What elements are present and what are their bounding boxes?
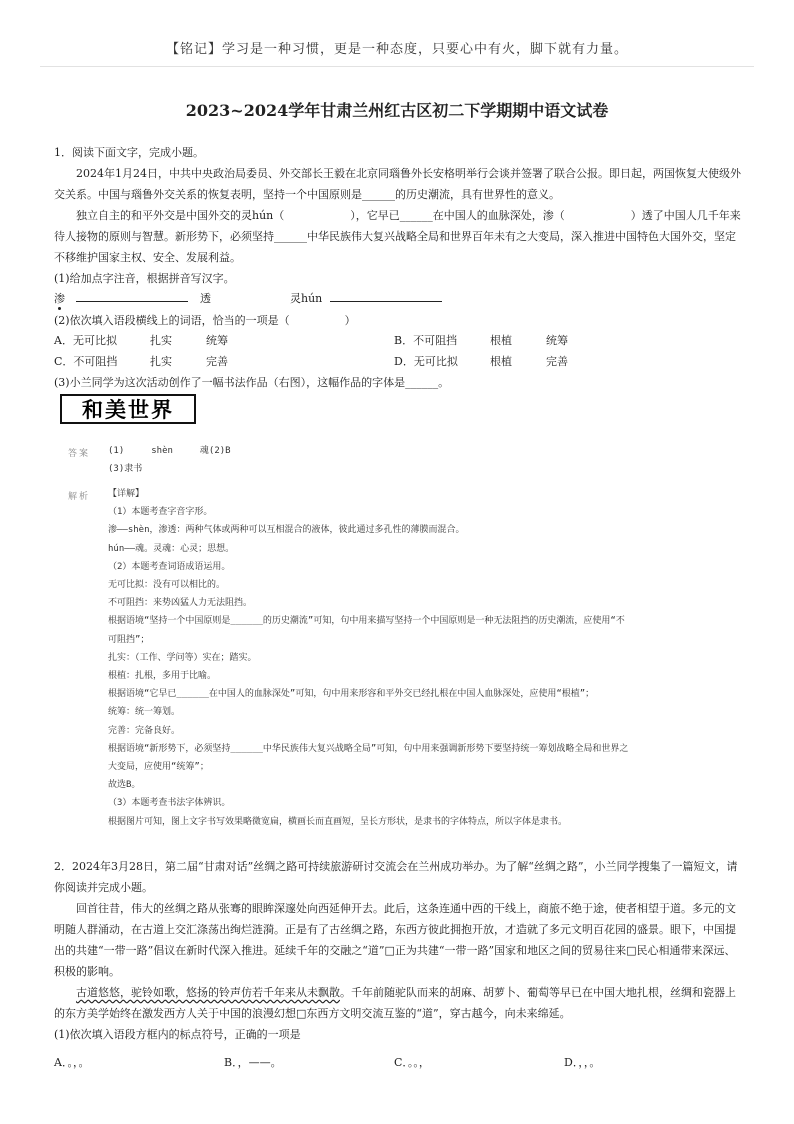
q1-option-d[interactable]: D．无可比拟 bbox=[394, 355, 458, 368]
pinyin-item-1: 渗 bbox=[54, 292, 65, 305]
q1-sub3: (3)小兰同学为这次活动创作了一幅书法作品（右图），这幅作品的字体是______。 bbox=[54, 376, 450, 389]
q2-option-d[interactable]: D．，，。 bbox=[564, 1056, 601, 1069]
q2-text bbox=[54, 856, 744, 1045]
analysis-line: 不可阻挡：来势凶猛人力无法阻挡。 bbox=[108, 598, 253, 609]
q1-option-a-word3: 统筹 bbox=[206, 334, 228, 347]
q1-option-b[interactable]: B．不可阻挡 bbox=[394, 334, 458, 347]
header-motto: 【铭记】学习是一种习惯，更是一种态度，只要心中有火，脚下就有力量。 bbox=[165, 42, 628, 57]
analysis-line: 大变局，应使用“统筹”； bbox=[108, 762, 209, 773]
q2-para2-wavy: 古道悠悠，驼铃如歌，悠扬的铃声仿若千年来从未飘散 bbox=[76, 986, 340, 999]
analysis-line: 渗——shèn，渗透：两种气体或两种可以互相混合的液体，彼此通过多孔性的薄膜而混合。 bbox=[108, 525, 465, 536]
q1-sub1: (1)给加点字注音，根据拼音写汉字。 bbox=[54, 272, 235, 285]
analysis-line: （2）本题考查词语成语运用。 bbox=[108, 561, 231, 572]
analysis-line: 可阻挡”； bbox=[108, 634, 150, 645]
analysis-line: 无可比拟：没有可以相比的。 bbox=[108, 580, 226, 591]
analysis-block bbox=[108, 485, 728, 831]
analysis-line: （1）本题考查字音字形。 bbox=[108, 507, 213, 518]
answer-line: (3)隶书 bbox=[108, 464, 143, 475]
analysis-label: 解析 bbox=[68, 492, 91, 502]
answer-label: 答案 bbox=[68, 449, 91, 459]
q1-intro: 1．阅读下面文字，完成小题。 bbox=[54, 146, 204, 159]
q1-option-c-word3: 完善 bbox=[206, 355, 228, 368]
header-divider bbox=[40, 66, 754, 67]
q2-sub1: (1)依次填入语段方框内的标点符号，正确的一项是 bbox=[54, 1028, 301, 1041]
q1-option-a-word2: 扎实 bbox=[150, 334, 172, 347]
q1-option-c-word2: 扎实 bbox=[150, 355, 172, 368]
analysis-line: 根据语境“新形势下，必须坚持______中华民族伟大复兴战略全局”可知，句中用来强调新形势下要坚持统一筹划战略全局和世界之 bbox=[108, 743, 629, 754]
analysis-line: （3）本题考查书法字体辨识。 bbox=[108, 798, 231, 809]
q2-options-row bbox=[54, 1054, 744, 1074]
analysis-line: 根据图片可知，图上文字书写效果略微宽扁，横画长而直画短，呈长方形状，是隶书的字体特点，所以字体是隶书。 bbox=[108, 816, 568, 827]
pinyin-blank-1[interactable] bbox=[76, 290, 188, 302]
q1-option-d-word3: 完善 bbox=[546, 355, 568, 368]
q1-sub2: (2)依次填入语段横线上的词语，恰当的一项是（ ） bbox=[54, 314, 356, 327]
analysis-line: 根据语境“坚持一个中国原则是______的历史潮流”可知，句中用来描写坚持一个中国原则是一种无法阻挡的历史潮流，应使用“不 bbox=[108, 616, 625, 627]
q2-para2 bbox=[54, 982, 744, 1024]
q1-text bbox=[54, 142, 744, 289]
q1-options-row-1 bbox=[54, 332, 744, 352]
q1-para2: 独立自主的和平外交是中国外交的灵hún（ ），它早已______在中国人的血脉深处，渗（ ）透了中国人几千年来待人接物的原则与智慧。新形势下，必须坚持______中华民族伟大复兴战略全局和世界百年未有之大变局，深入推进中国特色大国外交，坚定不移维护国家主权、安全、发展利益。 bbox=[54, 209, 741, 264]
calligraphy-image: 和美世界 bbox=[60, 394, 196, 424]
q1-pinyin-row bbox=[54, 290, 744, 310]
q1-option-a[interactable]: A．无可比拟 bbox=[54, 334, 117, 347]
analysis-line: 完善：完备良好。 bbox=[108, 725, 181, 736]
analysis-line: hún——魂。灵魂：心灵；思想。 bbox=[108, 543, 235, 554]
q2-intro: 2．2024年3月28日，第二届“甘肃对话”丝绸之路可持续旅游研讨交流会在兰州成功举办。为了解“丝绸之路”，小兰同学搜集了一篇短文，请你阅读并完成小题。 bbox=[54, 860, 738, 894]
q2-para2-rest: 。千年前随驼队而来的胡麻、胡萝卜、葡萄等早已在中国大地扎根，丝绸和瓷器上的东方美学始终在激发西方人关于中国的浪漫幻想□东西方文明交流互鉴的“道”，穿古越今，向未来绵延。 bbox=[54, 986, 736, 1020]
answer-block bbox=[108, 442, 728, 478]
analysis-line: 【详解】 bbox=[108, 489, 145, 499]
analysis-line: 根据语境“它早已______在中国人的血脉深处”可知，句中用来形容和平外交已经扎根在中国人血脉深处，应使用“根植”； bbox=[108, 689, 595, 700]
pinyin-blank-2[interactable] bbox=[330, 290, 442, 302]
q1-option-d-word2: 根植 bbox=[490, 355, 512, 368]
page-title: 2023~2024学年甘肃兰州红古区初二下学期期中语文试卷 bbox=[185, 101, 609, 120]
q1-option-c[interactable]: C．不可阻挡 bbox=[54, 355, 118, 368]
pinyin-item-3: 灵hún bbox=[290, 292, 323, 305]
analysis-line: 故选B。 bbox=[108, 780, 141, 791]
q1-para1: 2024年1月24日，中共中央政治局委员、外交部长王毅在北京同瑙鲁外长安格明举行会谈并签署了联合公报。即日起，两国恢复大使级外交关系。中国与瑙鲁外交关系的恢复表明，坚持一个中国原则是______的历史潮流，具有世界性的意义。 bbox=[54, 167, 741, 201]
analysis-line: 扎实：（工作、学问等）实在；踏实。 bbox=[108, 652, 257, 663]
q1-option-b-word2: 根植 bbox=[490, 334, 512, 347]
analysis-line: 根植：扎根，多用于比喻。 bbox=[108, 671, 217, 682]
q2-option-b[interactable]: B．，——。 bbox=[224, 1056, 282, 1069]
pinyin-item-2: 透 bbox=[200, 292, 211, 305]
analysis-line: 统筹：统一筹划。 bbox=[108, 707, 181, 718]
q2-para1: 回首往昔，伟大的丝绸之路从张骞的眼眸深邃处向西延伸开去。此后，这条连通中西的干线上，商旅不绝于途，使者相望于道。多元的文明随人群涌动，在古道上交汇涤荡出绚烂涟漪。正是有了古丝绸之路，东西方彼此拥抱开放，才造就了多元文明百花园的盛景。眼下，中国提出的共建“一带一路”倡议在新时代深入推进。延续千年的交融之“道”□正为共建“一带一路”国家和地区之间的贸易往来□民心相通带来深远、积极的影响。 bbox=[54, 902, 736, 978]
q1-option-b-word3: 统筹 bbox=[546, 334, 568, 347]
q2-option-c[interactable]: C．。。， bbox=[394, 1056, 430, 1069]
answer-line: (1) shèn 魂(2)B bbox=[108, 446, 231, 456]
q1-options-row-2 bbox=[54, 353, 744, 373]
q2-option-a[interactable]: A．。，。 bbox=[54, 1056, 90, 1069]
